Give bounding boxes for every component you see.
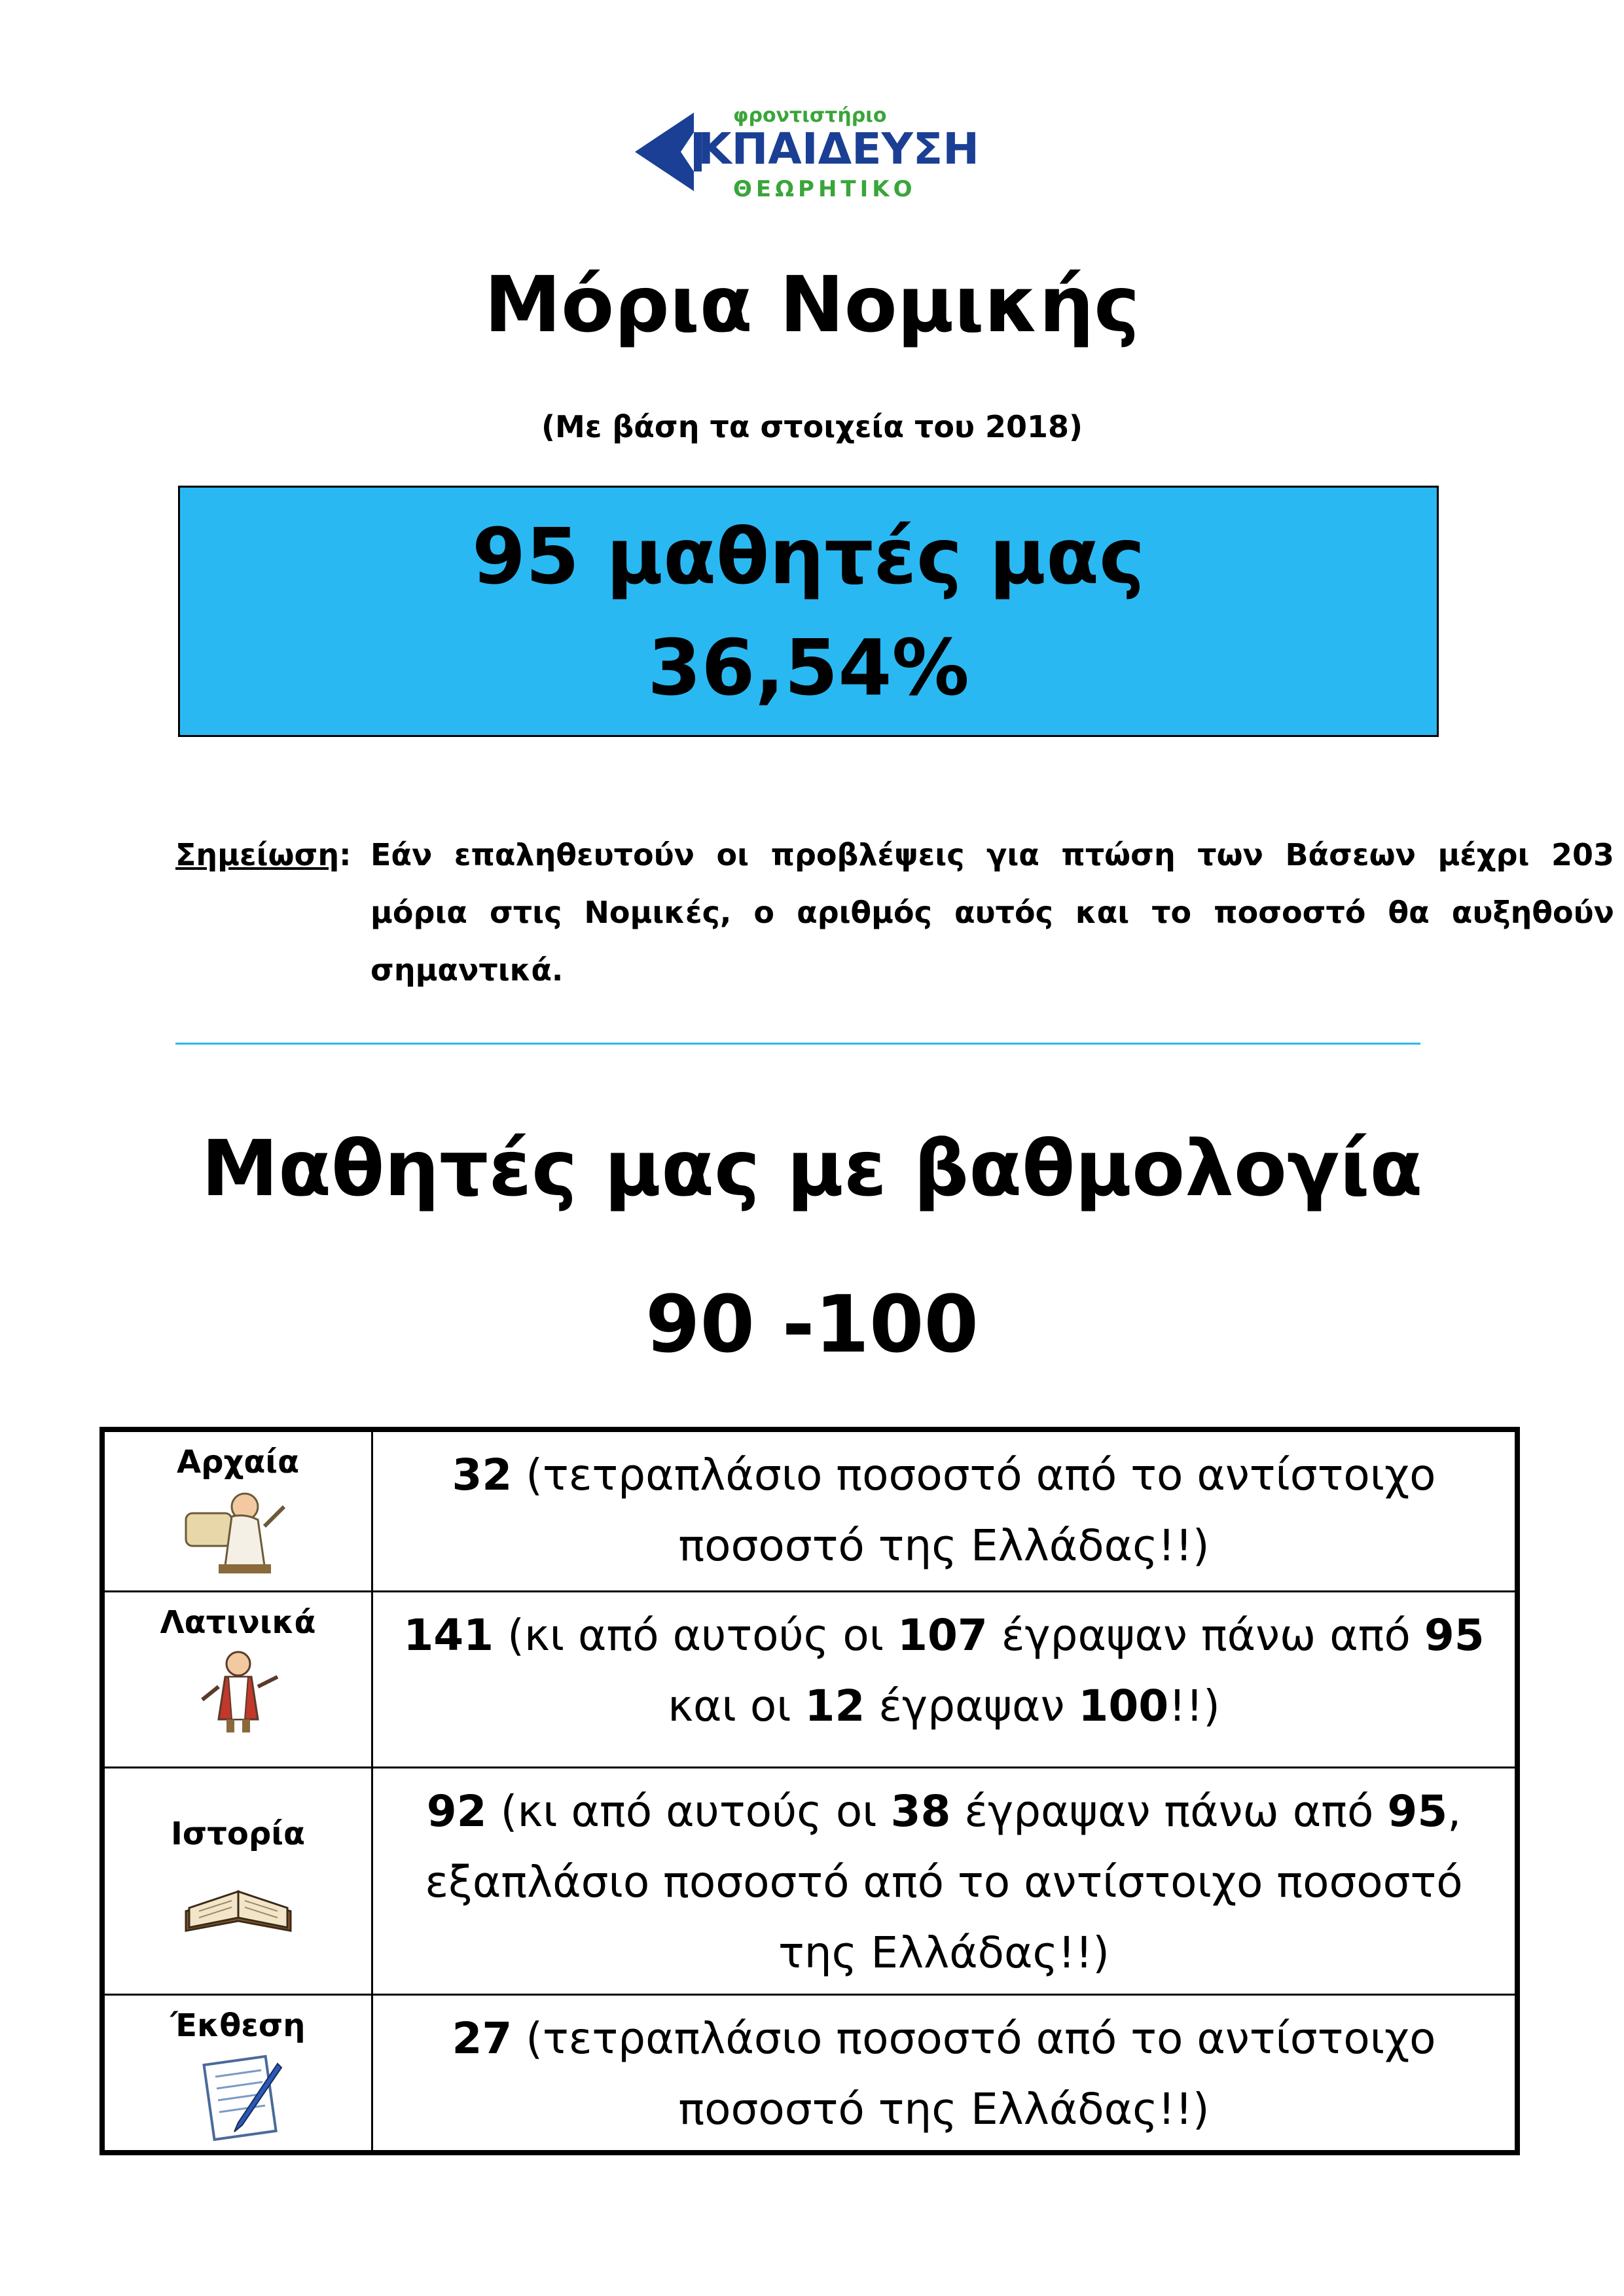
note-colon: : <box>339 837 352 872</box>
table-row <box>102 1995 1517 2153</box>
logo-graphic <box>635 98 988 209</box>
ancient-greek-figure-icon <box>179 1487 297 1579</box>
subject-name: Λατινικά <box>160 1604 316 1641</box>
subject-cell <box>102 1592 372 1768</box>
result-cell: 92 (κι από αυτούς οι 38 έγραψαν πάνω από 95, εξαπλάσιο ποσοστό από το αντίστοιχο ποσοστό της Ελλάδας!!) <box>372 1768 1518 1995</box>
subject-cell <box>102 1995 372 2153</box>
table-row <box>102 1768 1517 1995</box>
logo-main-text: ΚΠΑΙΔΕΥΣΗ <box>698 124 979 174</box>
logo-bottom-text: ΘΕΩΡΗΤΙΚΟ <box>733 176 916 202</box>
highlight-box <box>178 486 1439 737</box>
grades-table <box>99 1427 1520 2155</box>
logo-top-text: φροντιστήριο <box>733 104 887 127</box>
page-subtitle: (Με βάση τα στοιχεία του 2018) <box>541 409 1083 444</box>
table-row <box>102 1592 1517 1768</box>
highlight-students: 95 μαθητές μας <box>471 511 1146 601</box>
note-text: Εάν επαληθευτούν οι προβλέψεις για πτώση των Βάσεων μέχρι 203 μόρια στις Νομικές, ο αριθμός αυτός και το ποσοστό θα αυξηθούν σημαντικά. <box>370 837 1614 988</box>
page-title: Μόρια Νομικής <box>484 259 1140 350</box>
writing-pad-icon <box>179 2051 297 2142</box>
logo <box>635 98 988 209</box>
result-cell: 141 (κι από αυτούς οι 107 έγραψαν πάνω από 95 και οι 12 έγραψαν 100!!) <box>372 1592 1518 1768</box>
highlight-percentage: 36,54% <box>647 622 969 713</box>
result-cell: 27 (τετραπλάσιο ποσοστό από το αντίστοιχο ποσοστό της Ελλάδας!!) <box>372 1995 1518 2153</box>
subject-name: Αρχαία <box>176 1444 300 1480</box>
roman-figure-icon <box>179 1647 297 1739</box>
subject-cell <box>102 1768 372 1995</box>
note-label: Σημείωση <box>175 837 340 872</box>
divider <box>175 1043 1420 1045</box>
subject-name: Ιστορία <box>171 1816 305 1852</box>
subject-name: Έκθεση <box>170 2007 306 2044</box>
result-cell: 32 (τετραπλάσιο ποσοστό από το αντίστοιχο ποσοστό της Ελλάδας!!) <box>372 1429 1518 1592</box>
table-row <box>102 1429 1517 1592</box>
open-book-icon <box>179 1859 297 1950</box>
section-title: Μαθητές μας με βαθμολογία <box>201 1123 1423 1213</box>
subject-cell <box>102 1429 372 1592</box>
score-range: 90 -100 <box>645 1280 979 1371</box>
